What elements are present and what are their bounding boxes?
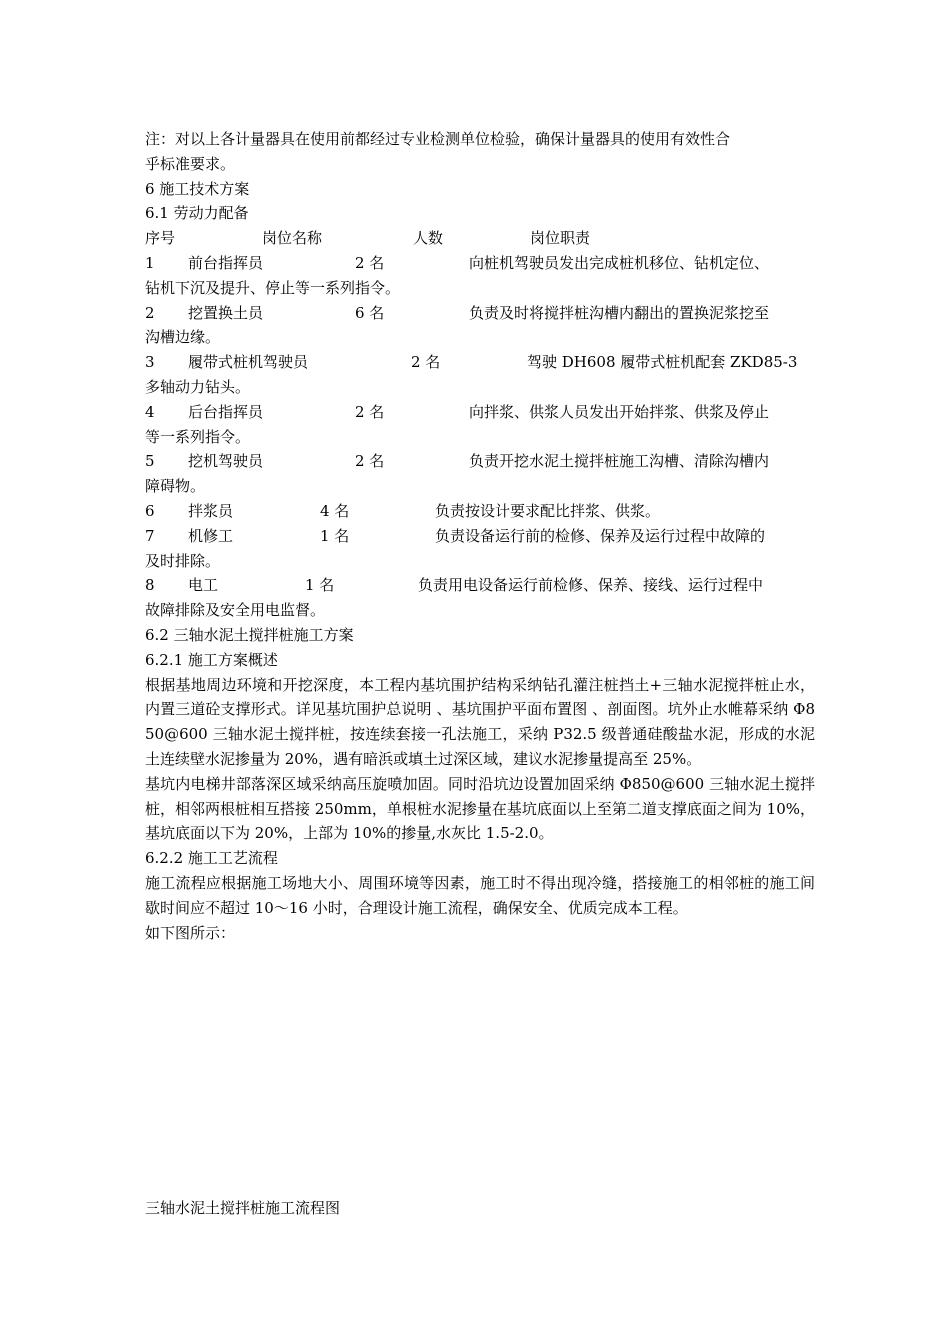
row-name: 拌浆员 <box>188 501 234 520</box>
row-no: 7 <box>145 526 155 545</box>
table-row <box>145 524 815 574</box>
overview-paragraph-2: 基坑内电梯井部落深区域采纳高压旋喷加固。同时沿坑边设置加固采纳 Φ850@600 三轴水泥土搅拌桩，相邻两根桩相互搭接 250mm，单根桩水泥掺量在基坑底面以上至第二道支撑底面之间为 10%，基坑底面以下为 20%，上部为 10%的掺量,水灰比 1.5-2.0。 <box>145 774 815 843</box>
row-duty: 负责开挖水泥土搅拌桩施工沟槽、清除沟槽内 <box>469 452 770 471</box>
section-6-2-2-heading: 6.2.2 施工工艺流程 <box>145 849 278 868</box>
section-6-1-heading: 6.1 劳动力配备 <box>145 204 249 223</box>
row-duty-cont: 障碍物。 <box>145 477 206 496</box>
table-row <box>145 251 815 301</box>
row-no: 4 <box>145 402 155 421</box>
row-name: 前台指挥员 <box>188 253 264 272</box>
header-no: 序号 <box>145 229 176 248</box>
header-duty: 岗位职责 <box>530 229 591 248</box>
row-duty-cont: 及时排除。 <box>145 551 221 570</box>
row-duty-cont: 沟槽边缘。 <box>145 328 221 347</box>
row-name: 挖机驾驶员 <box>188 452 264 471</box>
table-row <box>145 350 815 400</box>
figure-caption: 三轴水泥土搅拌桩施工流程图 <box>145 1199 341 1217</box>
note-line-2: 乎标准要求。 <box>145 154 236 173</box>
row-no: 1 <box>145 253 155 272</box>
note-line-1: 注：对以上各计量器具在使用前都经过专业检测单位检验，确保计量器具的使用有效性合 <box>145 130 731 148</box>
row-name: 机修工 <box>188 526 234 545</box>
row-name: 电工 <box>188 576 219 595</box>
header-count: 人数 <box>413 229 444 248</box>
section-6-2-heading: 6.2 三轴水泥土搅拌桩施工方案 <box>145 625 354 644</box>
row-count: 2 名 <box>355 402 385 421</box>
row-duty-cont: 等一系列指令。 <box>145 427 251 446</box>
row-name: 挖置换土员 <box>188 303 264 322</box>
row-no: 2 <box>145 303 155 322</box>
row-duty-cont: 故障排除及安全用电监督。 <box>145 601 326 620</box>
row-duty: 负责用电设备运行前检修、保养、接线、运行过程中 <box>418 576 764 595</box>
row-duty-cont: 钻机下沉及提升、停止等一系列指令。 <box>145 278 401 297</box>
row-duty: 负责按设计要求配比拌浆、供浆。 <box>435 501 661 520</box>
table-row <box>145 400 815 450</box>
row-count: 1 名 <box>320 526 350 545</box>
row-duty: 驾驶 DH608 履带式桩机配套 ZKD85-3 <box>527 353 798 372</box>
table-row <box>145 449 815 499</box>
table-header <box>145 226 815 251</box>
row-count: 4 名 <box>320 501 350 520</box>
row-count: 2 名 <box>411 353 441 372</box>
row-count: 2 名 <box>355 253 385 272</box>
row-count: 2 名 <box>355 452 385 471</box>
row-duty: 向桩机驾驶员发出完成桩机移位、钻机定位、 <box>469 253 770 272</box>
row-duty: 向拌浆、供浆人员发出开始拌浆、供浆及停止 <box>469 402 770 421</box>
row-duty: 负责设备运行前的检修、保养及运行过程中故障的 <box>435 526 766 545</box>
document-page <box>145 127 815 945</box>
process-figure-intro: 如下图所示： <box>145 923 236 942</box>
overview-paragraph-1: 根据基地周边环境和开挖深度，本工程内基坑围护结构采纳钻孔灌注桩挡土+三轴水泥搅拌桩止水，内置三道砼支撑形式。详见基坑围护总说明 、基坑围护平面布置图 、剖面图。坑外止水帷幕采纳 Φ850@600 三轴水泥土搅拌桩，按连续套接一孔法施工，采纳 P32.5 级普通硅酸盐水泥，形成的水泥土连续壁水泥掺量为 20%，遇有暗浜或填土过深区域，建议水泥掺量提高至 25%。 <box>145 675 815 768</box>
row-name: 后台指挥员 <box>188 402 264 421</box>
row-count: 1 名 <box>305 576 335 595</box>
row-duty-cont: 多轴动力钻头。 <box>145 377 251 396</box>
row-no: 6 <box>145 501 155 520</box>
row-name: 履带式桩机驾驶员 <box>188 353 309 372</box>
row-no: 8 <box>145 576 155 595</box>
table-row <box>145 573 815 623</box>
table-row <box>145 499 815 524</box>
row-no: 3 <box>145 353 155 372</box>
section-6-heading: 6 施工技术方案 <box>145 179 250 198</box>
row-count: 6 名 <box>355 303 385 322</box>
table-row <box>145 301 815 351</box>
header-name: 岗位名称 <box>262 229 323 248</box>
row-duty: 负责及时将搅拌桩沟槽内翻出的置换泥浆挖至 <box>469 303 770 322</box>
row-no: 5 <box>145 452 155 471</box>
section-6-2-1-heading: 6.2.1 施工方案概述 <box>145 650 278 669</box>
process-paragraph: 施工流程应根据施工场地大小、周围环境等因素，施工时不得出现冷缝，搭接施工的相邻桩的施工间歇时间应不超过 10～16 小时，合理设计施工流程，确保安全、优质完成本工程。 <box>145 873 815 917</box>
